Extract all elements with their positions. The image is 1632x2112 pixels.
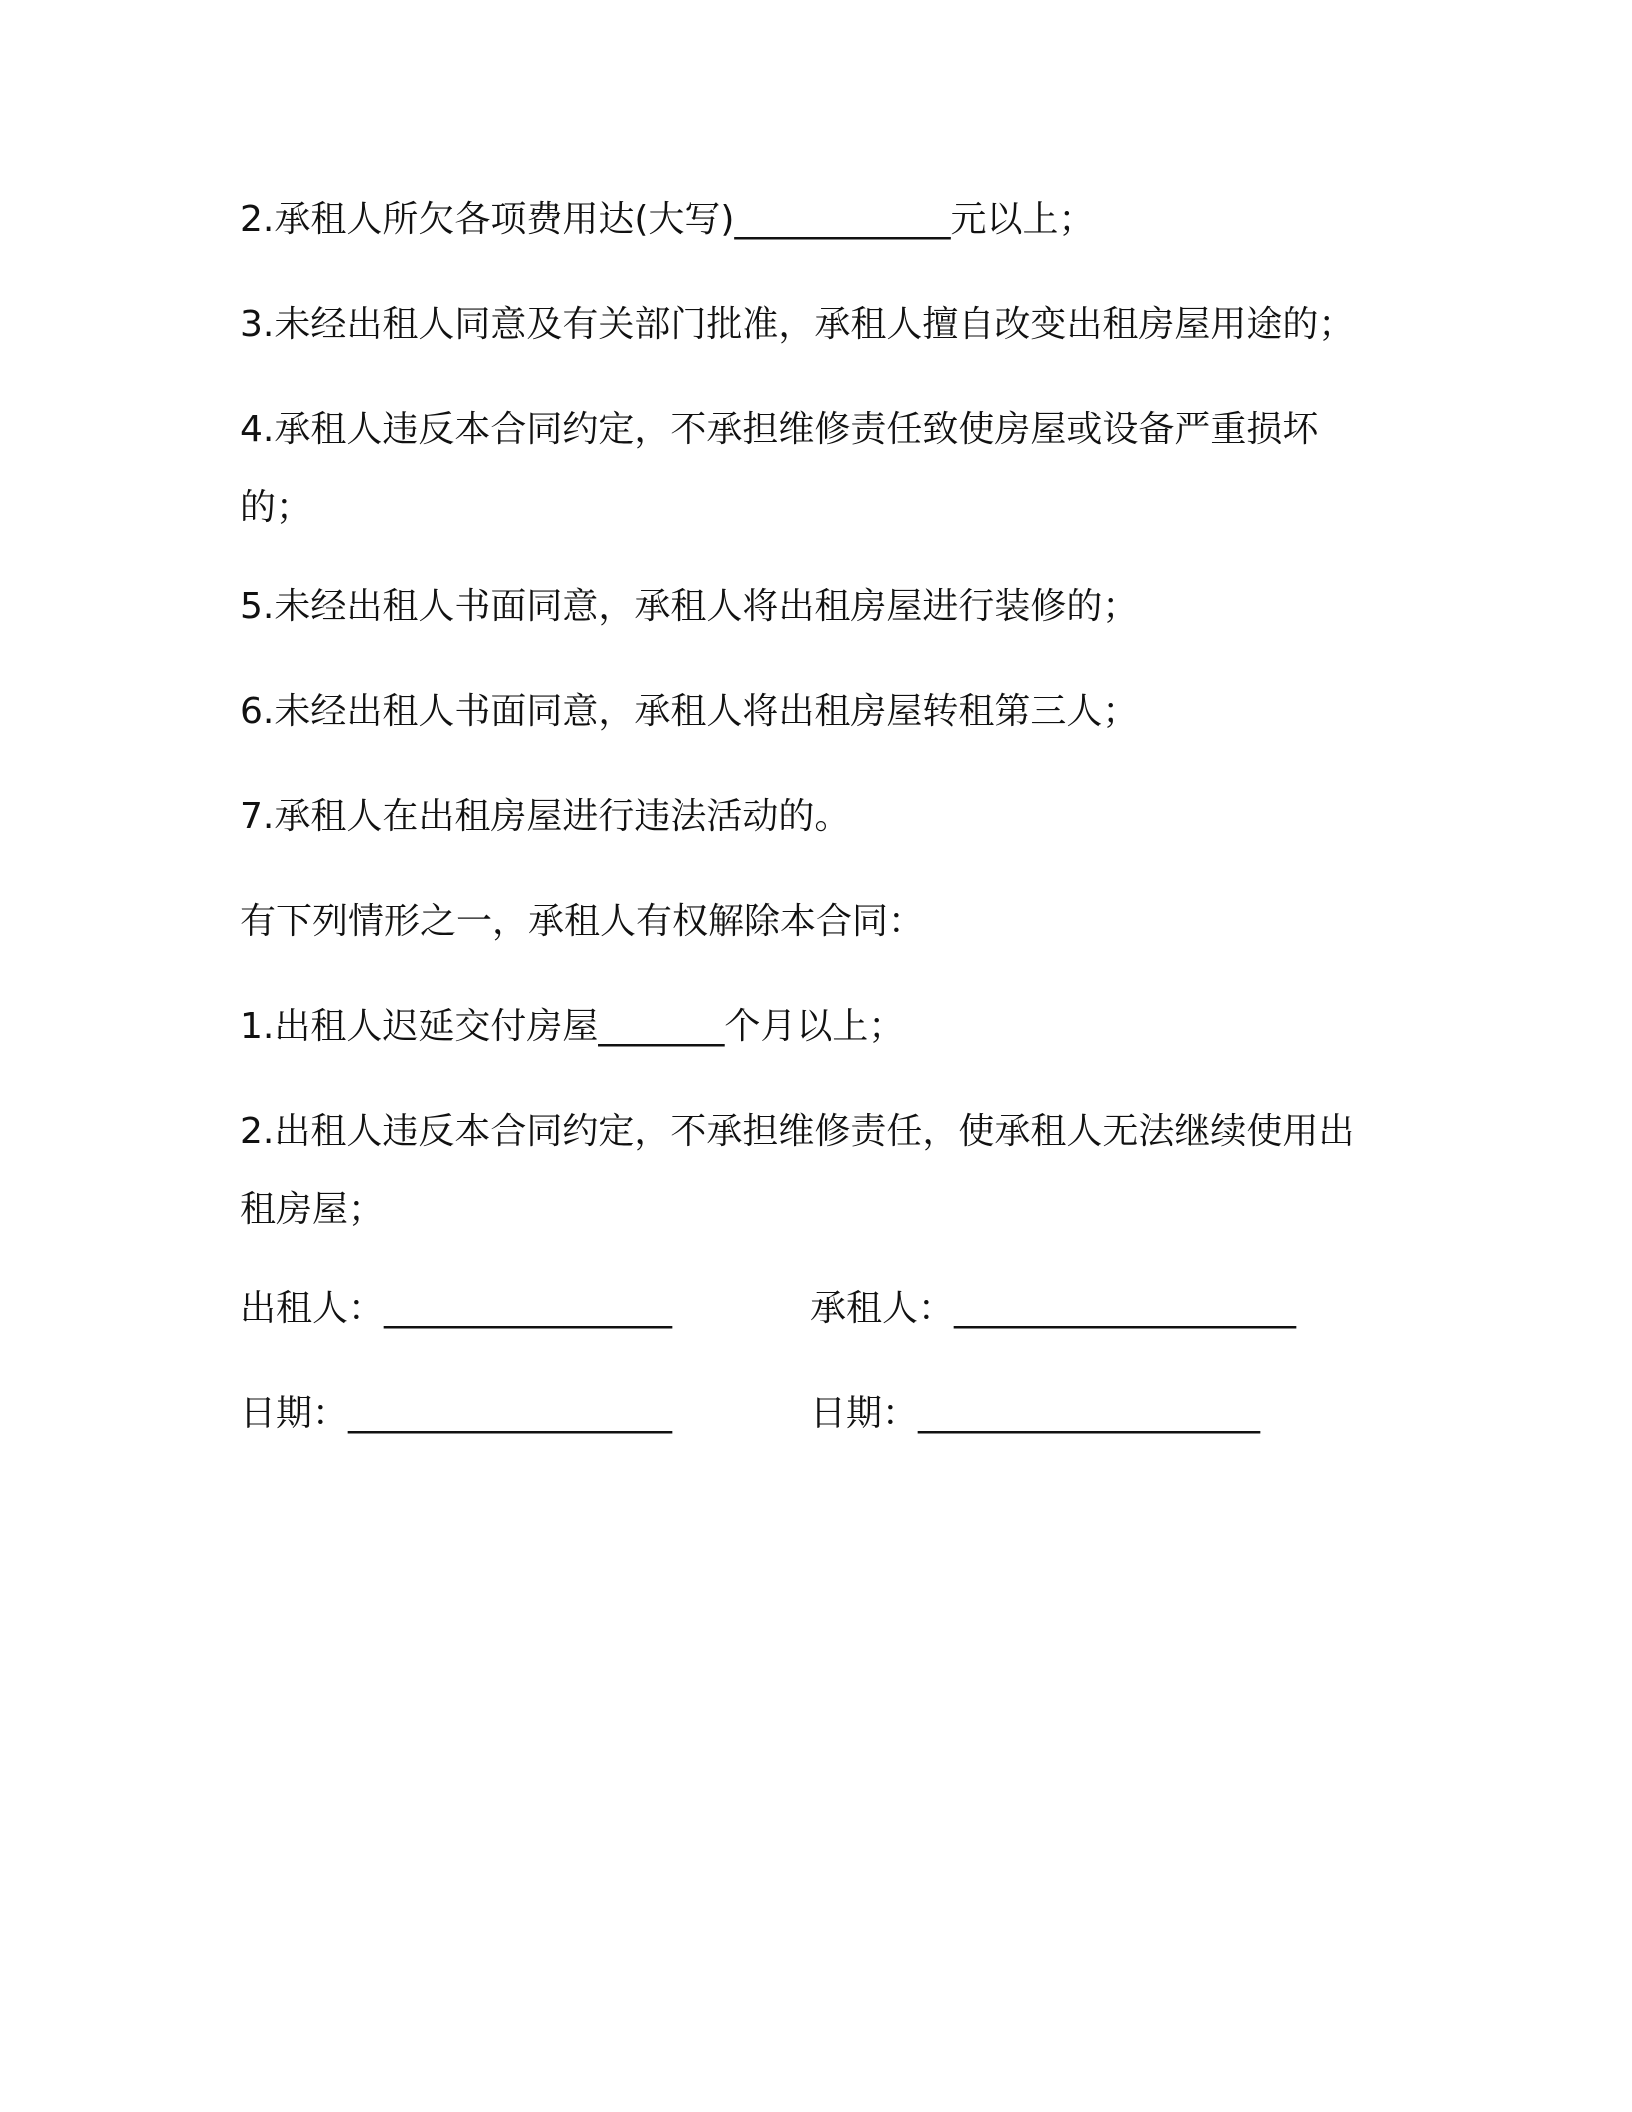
signature-row bbox=[240, 1270, 1380, 1348]
lessor-date-line: 日期：__________________ bbox=[240, 1393, 673, 1434]
clause-3-change-use: 3.未经出租人同意及有关部门批准，承租人擅自改变出租房屋用途的； bbox=[240, 304, 1355, 345]
clause-4-damage: 4.承租人违反本合同约定，不承担维修责任致使房屋或设备严重损坏的； bbox=[240, 409, 1319, 528]
lessee-clause-1-delay: 1.出租人迟延交付房屋_______个月以上； bbox=[240, 1006, 905, 1047]
clause-2-arrears: 2.承租人所欠各项费用达(大写)____________元以上； bbox=[240, 199, 1095, 240]
clause-6-sublease: 6.未经出租人书面同意，承租人将出租房屋转租第三人； bbox=[240, 691, 1139, 732]
clause-5-renovation: 5.未经出租人书面同意，承租人将出租房屋进行装修的； bbox=[240, 586, 1139, 627]
lessee-signature-line: 承租人：___________________ bbox=[810, 1288, 1297, 1329]
date-row bbox=[240, 1375, 1380, 1453]
lessee-clause-2-maintenance: 2.出租人违反本合同约定，不承担维修责任，使承租人无法继续使用出租房屋； bbox=[240, 1111, 1355, 1230]
clause-7-illegal-activity: 7.承租人在出租房屋进行违法活动的。 bbox=[240, 796, 851, 837]
lessor-signature-line: 出租人：________________ bbox=[240, 1288, 673, 1329]
lessee-termination-heading: 有下列情形之一，承租人有权解除本合同： bbox=[240, 901, 925, 942]
lessee-date-line: 日期：___________________ bbox=[810, 1393, 1261, 1434]
